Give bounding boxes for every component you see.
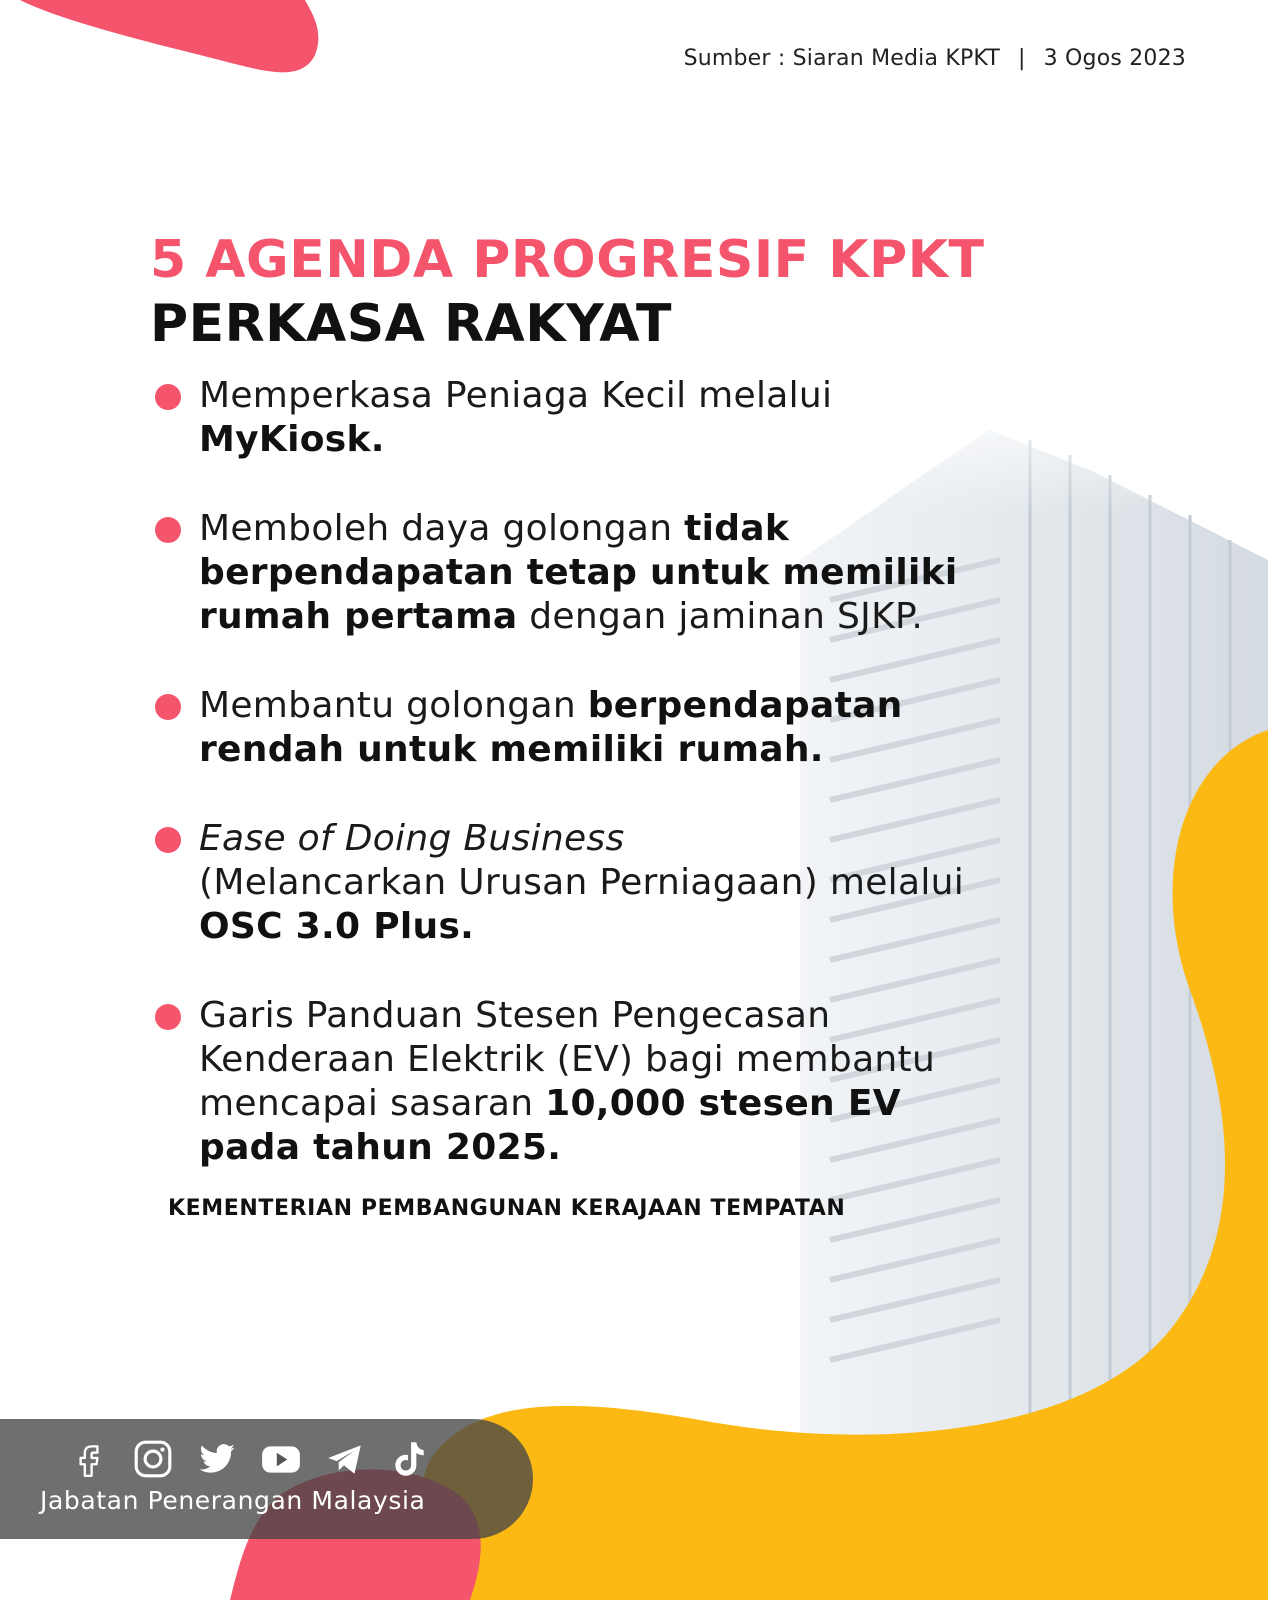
agenda-item-3: Membantu golongan berpendapatan rendah untuk memiliki rumah. — [155, 684, 1015, 772]
title-line-1: 5 AGENDA PROGRESIF KPKT — [150, 230, 985, 290]
ministry-name: KEMENTERIAN PEMBANGUNAN KERAJAAN TEMPATAN — [168, 1196, 846, 1221]
source-date: 3 Ogos 2023 — [1043, 46, 1186, 71]
source-text: Sumber : Siaran Media KPKT — [683, 46, 1000, 71]
agenda-item-1: Memperkasa Peniaga Kecil melalui MyKiosk. — [155, 374, 1015, 462]
tiktok-icon[interactable] — [388, 1438, 430, 1480]
bullet-icon — [155, 827, 181, 853]
youtube-icon[interactable] — [260, 1438, 302, 1480]
source-separator: | — [1018, 46, 1026, 71]
telegram-icon[interactable] — [324, 1438, 366, 1480]
source-line — [684, 46, 1186, 71]
facebook-icon[interactable] — [68, 1438, 110, 1480]
twitter-icon[interactable] — [196, 1438, 238, 1480]
social-icons — [68, 1438, 430, 1480]
agenda-item-2: Memboleh daya golongan tidak berpendapatan tetap untuk memiliki rumah pertama dengan jaminan SJKP. — [155, 507, 1015, 639]
agenda-item-5: Garis Panduan Stesen Pengecasan Kenderaan Elektrik (EV) bagi membantu mencapai sasaran 10,000 stesen EV pada tahun 2025. — [155, 994, 1015, 1170]
page-title — [150, 228, 984, 356]
bullet-icon — [155, 1004, 181, 1030]
bullet-icon — [155, 694, 181, 720]
bullet-icon — [155, 384, 181, 410]
bullet-icon — [155, 517, 181, 543]
agenda-list — [155, 374, 1015, 1215]
agenda-item-4: Ease of Doing Business (Melancarkan Urusan Perniagaan) melalui OSC 3.0 Plus. — [155, 817, 1015, 949]
instagram-icon[interactable] — [132, 1438, 174, 1480]
agency-name: Jabatan Penerangan Malaysia — [40, 1486, 426, 1515]
title-line-2: PERKASA RAKYAT — [150, 294, 672, 354]
